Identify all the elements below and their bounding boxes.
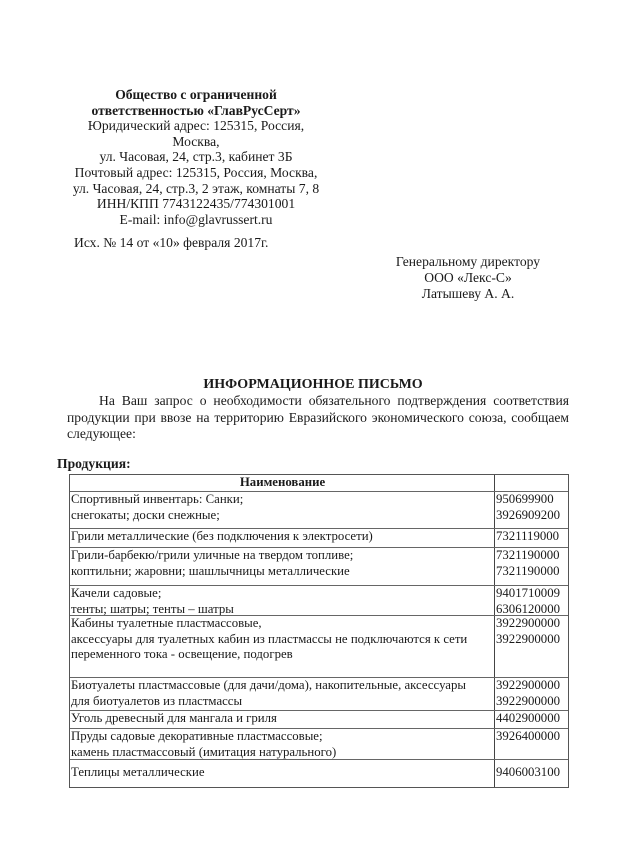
- table-row: [70, 615, 568, 677]
- table-row: [70, 677, 568, 710]
- product-name: Качели садовые; тенты; шатры; тенты – шатры: [70, 586, 495, 615]
- recipient-line2: ООО «Лекс-С»: [424, 270, 512, 285]
- sender-block: [62, 87, 330, 227]
- sender-org-line1: Общество с ограниченной: [115, 87, 277, 102]
- sender-email: E-mail: info@glavrussert.ru: [119, 211, 273, 227]
- table-row: [70, 585, 568, 615]
- product-code: 4402900000: [496, 711, 560, 725]
- table-row: [70, 528, 568, 547]
- table-row: [70, 759, 568, 787]
- intro-paragraph: На Ваш запрос о необходимости обязательного подтверждения соответствия продукции при ввозе на территорию Евразийского экономического союза, сообщаем следующее:: [67, 393, 569, 441]
- table-row: [70, 491, 568, 528]
- product-name: Грили металлические (без подключения к электросети): [70, 529, 495, 547]
- sender-legal-address-line3: ул. Часовая, 24, стр.3, кабинет 3Б: [99, 149, 293, 165]
- product-name: Уголь древесный для мангала и гриля: [70, 711, 495, 728]
- products-label: Продукция:: [57, 456, 131, 471]
- outgoing-reference: Исх. № 14 от «10» февраля 2017г.: [74, 235, 269, 250]
- product-code: 7321119000: [496, 529, 560, 543]
- product-code: 3922900000 3922900000: [496, 678, 560, 708]
- product-name: Пруды садовые декоративные пластмассовые; камень пластмассовый (имитация натурального): [70, 729, 495, 759]
- table-row: [70, 710, 568, 728]
- sender-inn-kpp: ИНН/КПП 7743122435/774301001: [96, 196, 296, 212]
- product-name: Спортивный инвентарь: Санки; снегокаты; доски снежные;: [70, 492, 495, 528]
- product-code: 9401710009 6306120000: [496, 586, 560, 616]
- table-row: [70, 728, 568, 759]
- product-code: 9406003100: [496, 765, 560, 779]
- product-name: Грили-барбекю/грили уличные на твердом топливе; коптильни; жаровни; шашлычницы металлические: [70, 548, 495, 585]
- table-header-name: Наименование: [70, 475, 495, 491]
- recipient-block: [368, 254, 568, 302]
- sender-postal-address-line2: ул. Часовая, 24, стр.3, 2 этаж, комнаты 7, 8: [72, 180, 320, 196]
- sender-legal-address-line1: Юридический адрес: 125315, Россия,: [87, 118, 305, 134]
- product-code: 3922900000 3922900000: [496, 616, 560, 646]
- recipient-line3: Латышеву А. А.: [421, 286, 515, 301]
- product-name: Кабины туалетные пластмассовые, аксессуары для туалетных кабин из пластмассы не подключаются к сети переменного тока - освещение, подогрев: [70, 616, 495, 677]
- table-row: [70, 547, 568, 585]
- product-code: 3926400000: [496, 729, 560, 743]
- document-title: ИНФОРМАЦИОННОЕ ПИСЬМО: [203, 377, 423, 392]
- product-name: Биотуалеты пластмассовые (для дачи/дома), накопительные, аксессуары для биотуалетов из пластмассы: [70, 678, 495, 710]
- recipient-line1: Генеральному директору: [395, 254, 541, 269]
- products-table: [69, 474, 569, 788]
- product-code: 950699900 3926909200: [496, 492, 560, 522]
- product-code: 7321190000 7321190000: [496, 548, 560, 578]
- sender-legal-address-line2: Москва,: [172, 133, 220, 149]
- table-header-code: [495, 475, 568, 491]
- sender-org-line2: ответственностью «ГлавРусСерт»: [91, 102, 301, 118]
- table-header-row: [70, 475, 568, 491]
- product-name: Теплицы металлические: [70, 760, 495, 787]
- sender-postal-address-line1: Почтовый адрес: 125315, Россия, Москва,: [74, 164, 318, 180]
